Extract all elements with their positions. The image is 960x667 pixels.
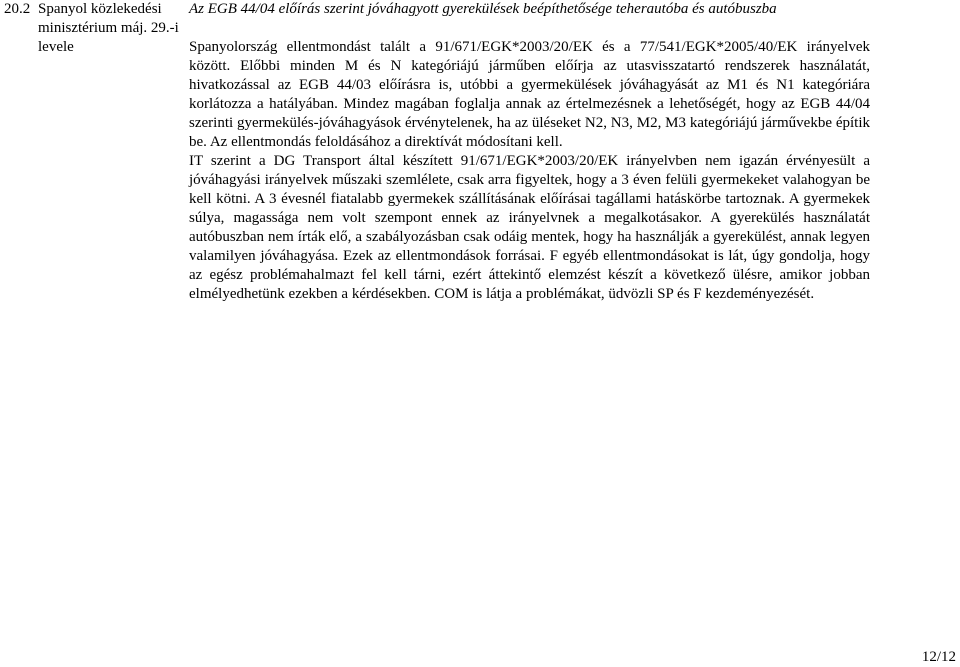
item-source: Spanyol közlekedési minisztérium máj. 29.-i levele xyxy=(38,1,179,55)
item-heading: Az EGB 44/04 előírás szerint jóváhagyott gyerekülések beépíthetősége teherautóba és autóbuszba xyxy=(189,1,777,17)
spacer xyxy=(189,19,870,38)
paragraph-1: Spanyolország ellentmondást talált a 91/671/EGK*2003/20/EK és a 77/541/EGK*2005/40/EK irányelvek között. Előbbi minden M és N kategóriájú járműben előírja az utasvisszatartó rendszerek használatát, hivatkozással az EGB 44/03 előírásra is, utóbbi a gyermekülések jóváhagyását az M1 és N1 kategóriára korlátozza a hatályában. Mindez magában foglalja annak az értelmezésnek a lehetőségét, hogy az EGB 44/04 szerinti gyermekülés-jóváhagyások érvénytelenek, ha az üléseket N2, N3, M2, M3 kategóriájú járművekbe építik be. Az ellentmondás feloldásához a direktívát módosítani kell. xyxy=(189,39,870,150)
page-number: 12/12 xyxy=(921,649,956,665)
item-content xyxy=(189,0,870,304)
paragraph-2: IT szerint a DG Transport által készített 91/671/EGK*2003/20/EK irányelvben nem igazán érvényesült a jóváhagyási irányelvek műszaki szemlélete, csak arra figyeltek, hogy a 3 éven felüli gyermekeket valahogyan be kell kötni. A 3 évesnél fiatalabb gyermekek szállításának előírásai tagállami hatáskörbe tartoznak. A gyermekek súlya, magassága nem volt szempont ennek az irányelvnek a megalkotásakor. A gyerekülés használatát autóbuszban nem írták elő, a szabályozásban csak odáig mentek, hogy ha használják a gyerekülést, annak legyen valamilyen jóváhagyása. Ezek az ellentmondások forrásai. F egyéb ellentmondásokat is lát, úgy gondolja, hogy az egész problémahalmazt fel kell tárni, ezért áttekintő elemzést készít a következő ülésre, amikor jobban elmélyedhetünk ezekben a kérdésekben. COM is látja a problémákat, üdvözli SP és F kezdeményezését. xyxy=(189,153,870,302)
item-number: 20.2 xyxy=(4,1,31,17)
